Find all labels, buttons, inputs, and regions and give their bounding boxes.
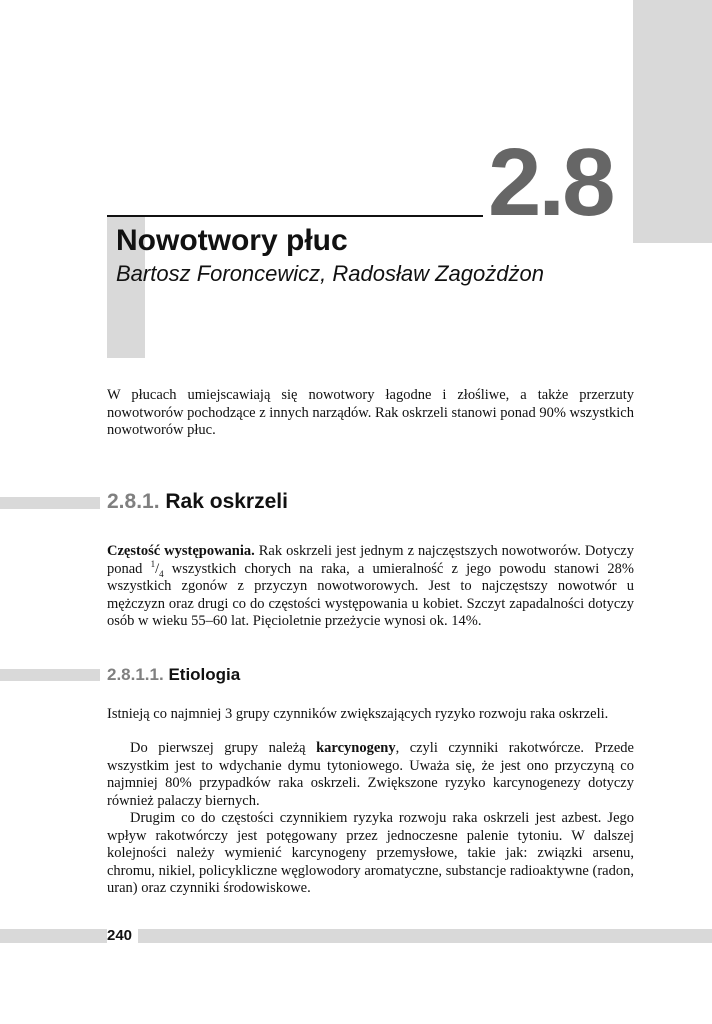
bold-term: karcynogeny (316, 740, 396, 756)
subsection-title: Etiologia (168, 665, 241, 684)
subsection-marker-bar (0, 669, 100, 681)
fraction-numerator: 1 (150, 558, 156, 569)
page-number: 240 (107, 926, 138, 946)
chapter-rule (107, 215, 483, 217)
section-marker-bar (0, 497, 100, 509)
chapter-authors: Bartosz Foroncewicz, Radosław Zagożdżon (116, 261, 544, 286)
chapter-title: Nowotwory płuc (116, 224, 348, 257)
paragraph-text: , czyli czynniki rakotwórcze. Przede wszystkim jest to wdychanie dymu tytoniowego. Uważa się, że jest ono przyczyną co najmniej 80% przypadków raka oskrzeli. Zwiększone ryzyko karcynogenezy dotyczy również palaczy biernych. (107, 740, 634, 809)
section-paragraph (107, 543, 634, 631)
etiology-paragraph-1: Istnieją co najmniej 3 grupy czynników zwiększających ryzyko rozwoju raka oskrzeli. (107, 706, 609, 722)
etiology-paragraph-2 (107, 740, 634, 810)
section-title: Rak oskrzeli (165, 490, 288, 513)
chapter-number: 2.8 (488, 129, 613, 236)
etiology-paragraph-3: Drugim co do częstości czynnikiem ryzyka rozwoju raka oskrzeli jest azbest. Jego wpływ rakotwórczy jest potęgowany przez jednoczesne palenie tytoniu. W dalszej kolejności należy wymienić karcynogeny przemysłowe, takie jak: związki arsenu, chromu, nikiel, policykliczne węglowodory aromatyczne, substancje radioaktywne (radon, uran) oraz czynniki środowiskowe. (107, 810, 634, 896)
subsection-heading (107, 662, 240, 688)
fraction-denominator: 4 (159, 568, 164, 579)
intro-paragraph: W płucach umiejscawiają się nowotwory łagodne i złośliwe, a także przerzuty nowotworów pochodzące z innych narządów. Rak oskrzeli stanowi ponad 90% wszystkich nowotworów płuc. (107, 387, 634, 438)
fraction-slash: / (155, 560, 160, 577)
subsection-number: 2.8.1.1. (107, 665, 164, 684)
chapter-tab-block (633, 0, 712, 243)
paragraph-text: wszystkich chorych na raka, a umieralność z jego powodu stanowi 28% wszystkich zgonów z przyczyn nowotworowych. Jest to najczęstszy nowotwór u mężczyzn oraz drugi co do częstości występowania u kobiet. Szczyt zapadalności dotyczy osób w wieku 55–60 lat. Pięcioletnie przeżycie wynosi ok. 14%. (107, 560, 634, 629)
section-heading (107, 487, 288, 517)
paragraph-text: Rak oskrzeli jest jednym z najczęstszych nowotworów. Dotyczy ponad (107, 543, 634, 577)
paragraph-text: Do pierwszej grupy należą (130, 740, 317, 756)
section-number: 2.8.1. (107, 490, 160, 513)
paragraph-lead: Częstość występowania. (107, 543, 255, 559)
